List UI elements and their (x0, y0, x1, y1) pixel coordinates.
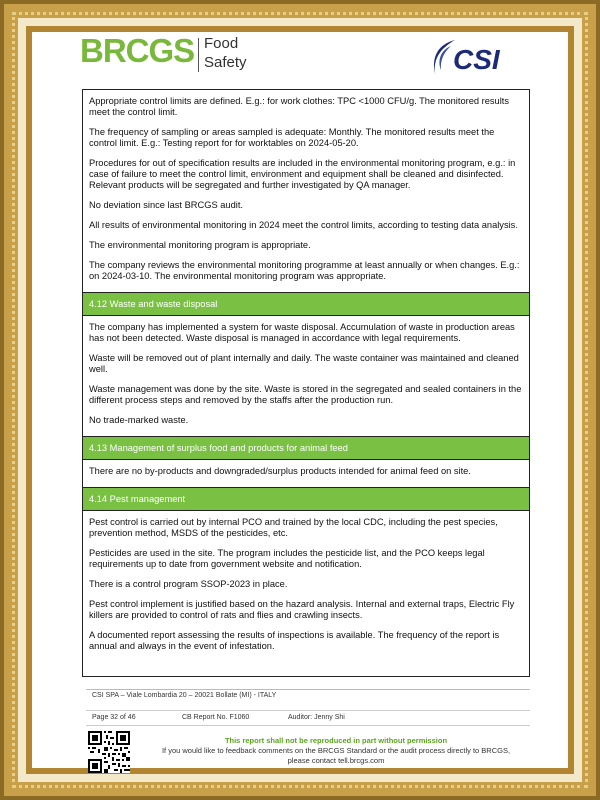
paragraph: Pesticides are used in the site. The program includes the pesticide list, and the PCO keeps legal requirements up to date from government website and notification. (89, 548, 485, 569)
paragraph: No deviation since last BRCGS audit. (89, 200, 243, 210)
paragraph: The company reviews the environmental monitoring programme at least annually or when changes. E.g.: on 2024-03-10. The environmental monitoring program was appropriate. (89, 260, 520, 281)
footer-divider (86, 689, 530, 690)
csi-logo (425, 36, 525, 80)
report-content (82, 89, 530, 677)
paragraph: There is a control program SSOP-2023 in place. (89, 579, 288, 589)
paragraph: Appropriate control limits are defined. E.g.: for work clothes: TPC <1000 CFU/g. The monitored results meet the control limit. (89, 96, 510, 117)
section-heading-4-13: 4.13 Management of surplus food and products for animal feed (83, 436, 529, 460)
report-number: CB Report No. F1060 (182, 714, 250, 721)
reproduction-notice: This report shall not be reproduced in part without permission (224, 736, 448, 745)
food-safety-label (204, 34, 247, 72)
paragraph: All results of environmental monitoring in 2024 meet the control limits, according to testing data analysis. (89, 220, 518, 230)
logo-separator (198, 38, 199, 72)
paragraph: The frequency of sampling or areas sampled is adequate: Monthly. The monitored results meet the control limit. E.g.: Testing report for for worktables on 2024-05-20. (89, 127, 495, 148)
paragraph: Waste management was done by the site. Waste is stored in the segregated and sealed containers in the different process steps and removed by the staffs after the production run. (89, 384, 522, 405)
auditor-name: Auditor: Jenny Shi (288, 714, 345, 721)
qr-code-icon (88, 731, 130, 773)
paragraph: The company has implemented a system for waste disposal. Accumulation of waste in production areas has not been detected. Waste disposal is managed in accordance with legal requirements. (89, 322, 515, 343)
section-heading-4-14: 4.14 Pest management (83, 487, 529, 511)
page-header (80, 32, 540, 82)
page-number: Page 32 of 46 (92, 714, 136, 721)
paragraph: There are no by-products and downgraded/surplus products intended for animal feed on site. (89, 466, 471, 476)
brcgs-logo-text: BRCGS (80, 32, 195, 69)
section-block-4-14 (83, 511, 529, 662)
paragraph: No trade-marked waste. (89, 415, 189, 425)
footer-notice (136, 736, 536, 766)
section-block-intro (83, 90, 529, 292)
csi-logo-text: CSI (453, 44, 500, 75)
section-block-4-13 (83, 460, 529, 487)
paragraph: Procedures for out of specification results are included in the environmental monitoring program, e.g.: in case of failure to meet the control limit, environment and equipment shall be cleaned and disinfected. Relevant products will be segregated and further investigated by QA manager. (89, 158, 516, 190)
food-label: Food (204, 35, 239, 52)
section-heading-4-12: 4.12 Waste and waste disposal (83, 292, 529, 316)
paragraph: A documented report assessing the results of inspections is available. The frequency of the report is annual and always in the event of infestation. (89, 630, 500, 651)
paragraph: Pest control implement is justified based on the hazard analysis. Internal and external traps, Electric Fly killers are provided to control of rats and flies and crawling insects. (89, 599, 515, 620)
footer-meta-row (86, 710, 530, 726)
contact-notice: please contact tell.brcgs.com (287, 756, 385, 765)
paragraph: Pest control is carried out by internal PCO and trained by the local CDC, including the pest species, prevention method, MSDS of the pesticides, etc. (89, 517, 498, 538)
brcgs-logo (80, 32, 280, 78)
paragraph: Waste will be removed out of plant internally and daily. The waste container was maintained and cleaned well. (89, 353, 519, 374)
section-block-4-12 (83, 316, 529, 436)
safety-label: Safety (204, 54, 247, 71)
company-address: CSI SPA – Viale Lombardia 20 – 20021 Bollate (MI) - ITALY (92, 692, 277, 699)
feedback-notice: If you would like to feedback comments on the BRCGS Standard or the audit process directly to BRCGS, (161, 746, 511, 755)
paragraph: The environmental monitoring program is appropriate. (89, 240, 311, 250)
